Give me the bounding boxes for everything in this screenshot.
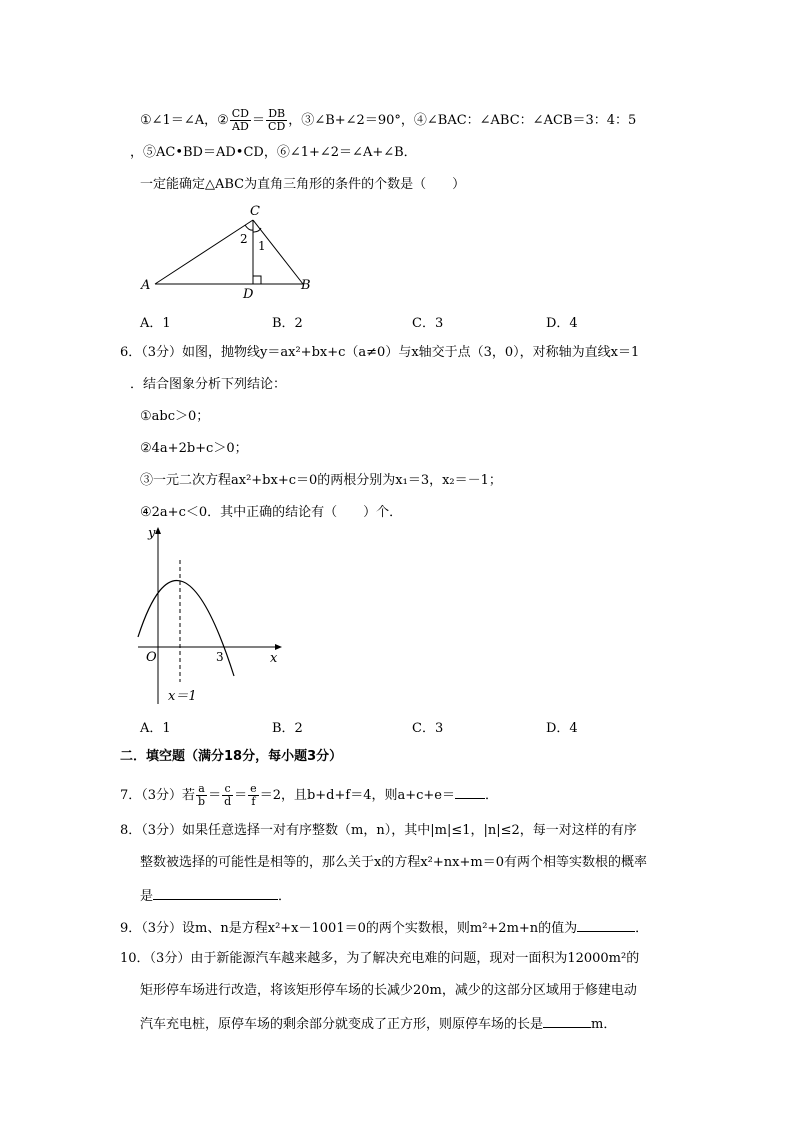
- q6-option-a[interactable]: A．1: [140, 721, 171, 736]
- q5-c2-fraction-2: $\frac{DB}{CD}$: [268, 107, 286, 133]
- q5-option-b[interactable]: B．2: [272, 316, 303, 331]
- q5-conditions-line2: ，⑤AC•BD＝AD•CD，⑥∠1+∠2＝∠A+∠B．: [130, 145, 417, 160]
- label-b: B: [301, 278, 311, 293]
- q5-triangle-figure: [135, 200, 325, 305]
- label-d: D: [243, 287, 254, 302]
- q7-eq-2: ＝: [234, 788, 248, 803]
- q5-question: 一定能确定△ABC为直角三角形的条件的个数是（ ）: [140, 177, 466, 192]
- q9-end: ．: [635, 921, 649, 936]
- q8-line1: 8．（3分）如果任意选择一对有序整数（m，n），其中|m|≤1，|n|≤2，每一对这样的有序: [120, 823, 637, 838]
- q6-statement-3: ③一元二次方程ax²+bx+c＝0的两根分别为x₁＝3，x₂＝－1；: [140, 473, 502, 488]
- q6-statement-2: ②4a+2b+c＞0；: [140, 441, 248, 456]
- q5-c4-label: ④: [413, 113, 427, 128]
- q10-line3: [140, 1015, 616, 1033]
- label-c: C: [250, 204, 260, 219]
- q9: [120, 919, 648, 937]
- q5-c2-eq: ＝: [252, 113, 266, 128]
- label-angle-1: 1: [258, 239, 266, 253]
- section-2-title: 二．填空题（满分18分，每小题3分）: [120, 749, 343, 764]
- label-three: 3: [216, 650, 224, 664]
- label-angle-2: 2: [240, 232, 248, 246]
- q5-option-d[interactable]: D．4: [546, 316, 578, 331]
- q5-c2-label: ②: [217, 113, 229, 128]
- q6-stem-line1: 6．（3分）如图，抛物线y＝ax²+bx+c（a≠0）与x轴交于点（3，0），对称轴为直线x＝1: [120, 345, 640, 360]
- q5-options: [140, 312, 600, 331]
- label-symmetry-axis: x＝1: [168, 689, 197, 704]
- q7-answer-blank[interactable]: [455, 786, 485, 799]
- angle-2-arc: [245, 225, 253, 230]
- q8-line3-prefix: 是: [140, 889, 154, 904]
- q6-option-d[interactable]: D．4: [546, 721, 578, 736]
- q5-c3-label: ③: [301, 113, 315, 128]
- triangle-side-ac: [155, 220, 253, 284]
- q7-prefix: 7．（3分）若: [120, 788, 196, 803]
- q5-c3: ∠B+∠2＝90°，: [314, 113, 414, 128]
- q6-option-c[interactable]: C．3: [412, 721, 444, 736]
- q8-line3: [140, 887, 291, 905]
- q9-text: 9．（3分）设m、n是方程x²+x－1001＝0的两个实数根，则m²+2m+n的值为: [120, 921, 578, 936]
- q6-statement-1: ①abc＞0；: [140, 409, 210, 424]
- q8-line2: 整数被选择的可能性是相等的，那么关于x的方程x²+nx+m＝0有两个相等实数根的概率: [140, 855, 647, 870]
- q7: [120, 783, 498, 808]
- x-axis-arrow: [275, 644, 282, 650]
- q10-line2: 矩形停车场进行改造，将该矩形停车场的长减少20m，减少的这部分区域用于修建电动: [140, 983, 637, 998]
- q7-fraction-a-b: $\frac{a}{b}$: [198, 782, 206, 808]
- q7-eq-1: ＝: [208, 788, 222, 803]
- label-origin: O: [146, 650, 157, 665]
- q6-statement-4: ④2a+c＜0．其中正确的结论有（ ）个．: [140, 505, 403, 520]
- q10-line3-prefix: 汽车充电桩，原停车场的剩余部分就变成了正方形，则原停车场的长是: [140, 1017, 544, 1032]
- label-x: x: [270, 651, 278, 666]
- q7-suffix: ＝2，且b+d+f＝4，则a+c+e＝: [259, 788, 455, 803]
- q5-option-c[interactable]: C．3: [412, 316, 444, 331]
- q5-c4: ∠BAC：∠ABC：∠ACB＝3：4：5: [426, 113, 637, 128]
- q10-answer-blank[interactable]: [543, 1015, 591, 1028]
- q6-options: [140, 717, 600, 736]
- q5-c2-end: ，: [288, 113, 302, 128]
- q5-conditions-line1: [140, 108, 636, 133]
- q6-stem-line2: ．结合图象分析下列结论：: [130, 377, 287, 392]
- q5-option-a[interactable]: A．1: [140, 316, 171, 331]
- q5-c1-label: ①: [140, 113, 152, 128]
- q10-line1: 10．（3分）由于新能源汽车越来越多，为了解决充电难的问题，现对一面积为12000m²的: [120, 951, 640, 966]
- y-axis-arrow: [155, 527, 161, 534]
- label-y: y: [148, 526, 156, 541]
- q7-end: ．: [484, 788, 498, 803]
- q10-line3-end: m．: [591, 1017, 617, 1032]
- q8-answer-blank[interactable]: [153, 887, 278, 900]
- q7-fraction-e-f: $\frac{e}{f}$: [250, 782, 257, 808]
- q8-line3-end: ．: [278, 889, 292, 904]
- q6-parabola-figure: [130, 522, 290, 707]
- q7-fraction-c-d: $\frac{c}{d}$: [224, 782, 232, 808]
- right-angle-mark: [253, 276, 261, 284]
- q9-answer-blank[interactable]: [577, 919, 635, 932]
- q6-option-b[interactable]: B．2: [272, 721, 303, 736]
- q5-c2-fraction-1: $\frac{CD}{AD}$: [231, 107, 250, 133]
- label-a: A: [141, 278, 151, 293]
- q5-c1: ∠1＝∠A，: [151, 113, 218, 128]
